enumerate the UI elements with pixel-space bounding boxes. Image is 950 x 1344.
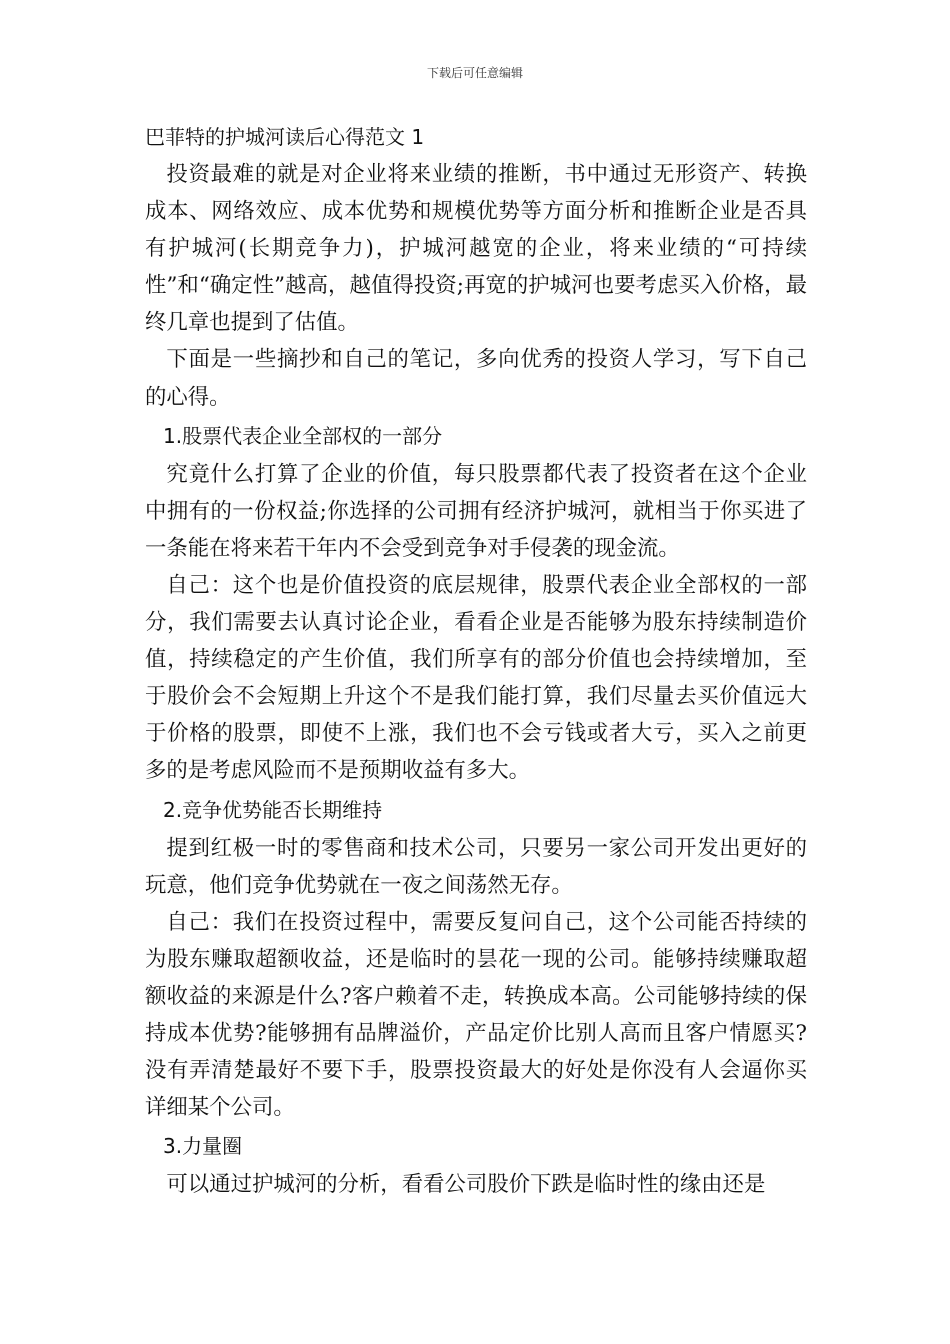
paragraph-intro: 投资最难的就是对企业将来业绩的推断，书中通过无形资产、转换成本、网络效应、成本优势和规模优势等方面分析和推断企业是否具有护城河(长期竞争力)，护城河越宽的企业，将来业绩的“可持续性”和“确定性”越高，越值得投资;再宽的护城河也要考虑买入价格，最终几章也提到了估值。 (145, 162, 807, 336)
page-header: 下载后可任意编辑 (426, 66, 523, 80)
document-body (145, 122, 807, 1203)
paragraph-s3-quote: 可以通过护城河的分析，看看公司股价下跌是临时性的缘由还是 (166, 1172, 766, 1198)
section-heading-2: 2.竞争优势能否长期维持 (163, 797, 383, 822)
paragraph-s1-note: 自己：这个也是价值投资的底层规律，股票代表企业全部权的一部分，我们需要去认真讨论企业，看看企业是否能够为股东持续制造价值，持续稳定的产生价值，我们所享有的部分价值也会持续增加，至于股价会不会短期上升这个不是我们能打算，我们尽量去买价值远大于价格的股票，即使不上涨，我们也不会亏钱或者大亏，买入之前更多的是考虑风险而不是预期收益有多大。 (145, 572, 807, 784)
section-heading-3: 3.力量圈 (163, 1134, 243, 1159)
paragraph-notes: 下面是一些摘抄和自己的笔记，多向优秀的投资人学习，写下自己的心得。 (145, 347, 807, 410)
document-title: 巴菲特的护城河读后心得范文 1 (145, 125, 425, 149)
paragraph-s2-quote: 提到红极一时的零售商和技术公司，只要另一家公司开发出更好的玩意，他们竞争优势就在一夜之间荡然无存。 (145, 835, 807, 898)
paragraph-s1-quote: 究竟什么打算了企业的价值，每只股票都代表了投资者在这个企业中拥有的一份权益;你选择的公司拥有经济护城河，就相当于你买进了一条能在将来若干年内不会受到竞争对手侵袭的现金流。 (145, 461, 807, 561)
paragraph-s2-note: 自己：我们在投资过程中，需要反复问自己，这个公司能否持续的为股东赚取超额收益，还是临时的昙花一现的公司。能够持续赚取超额收益的来源是什么?客户赖着不走，转换成本高。公司能够持续的保持成本优势?能够拥有品牌溢价，产品定价比别人高而且客户情愿买?没有弄清楚最好不要下手，股票投资最大的好处是你没有人会逼你买详细某个公司。 (145, 909, 807, 1121)
section-heading-1: 1.股票代表企业全部权的一部分 (163, 423, 443, 448)
